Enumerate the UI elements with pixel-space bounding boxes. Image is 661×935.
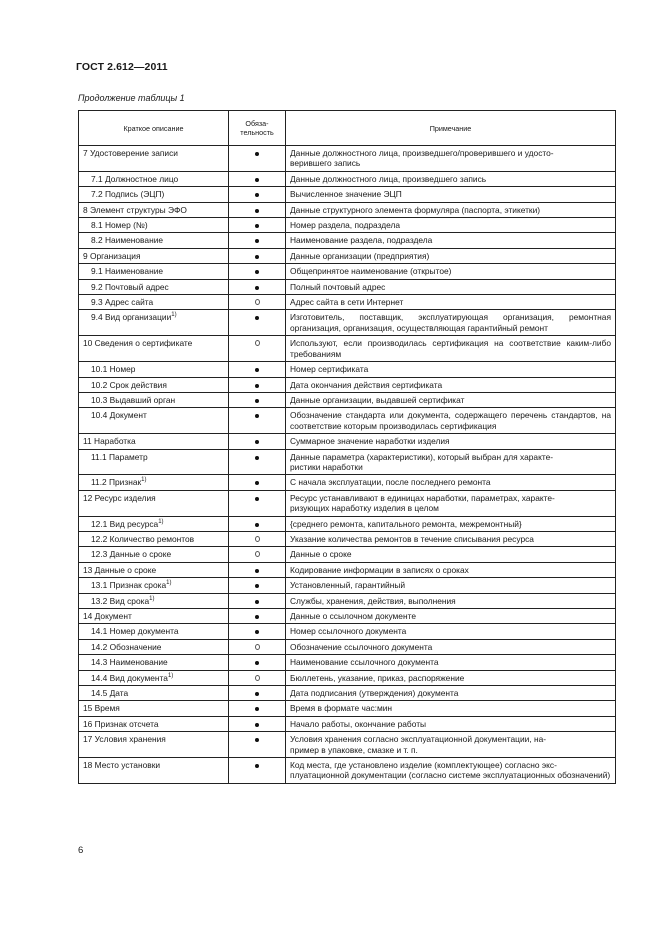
filled-dot-icon [255, 692, 259, 696]
table-row [79, 624, 616, 639]
row-note: Данные должностного лица, произведшего запись [286, 171, 616, 186]
filled-dot-icon [255, 569, 259, 573]
row-description-text: 7.1 Должностное лицо [91, 173, 179, 184]
filled-dot-icon [255, 399, 259, 403]
row-note: Данные параметра (характеристики), который выбран для характе- ристики наработки [286, 449, 616, 475]
row-note: Обозначение стандарта или документа, содержащего перечень стандартов, на соответствие которым производилась сертификация [286, 408, 616, 434]
row-note: Дата окончания действия сертификата [286, 377, 616, 392]
footnote-marker: 1) [149, 595, 155, 602]
row-note: Вычисленное значение ЭЦП [286, 187, 616, 202]
row-description [79, 202, 229, 217]
row-note: Данные организации (предприятия) [286, 248, 616, 263]
row-description-text: 10.4 Документ [91, 410, 147, 421]
row-mandatory [229, 562, 286, 577]
row-mandatory [229, 593, 286, 608]
table-row [79, 264, 616, 279]
row-note: Изготовитель, поставщик, эксплуатирующая организация, ремонтная организация, организация, осуществляющая гарантийный ремонт [286, 310, 616, 336]
table-row [79, 202, 616, 217]
filled-dot-icon [255, 368, 259, 372]
row-note: Общепринятое наименование (открытое) [286, 264, 616, 279]
row-mandatory [229, 624, 286, 639]
table-row [79, 562, 616, 577]
row-mandatory [229, 248, 286, 263]
table-row [79, 310, 616, 336]
row-note: Данные о ссылочном документе [286, 609, 616, 624]
row-description [79, 475, 229, 490]
row-mandatory [229, 171, 286, 186]
row-note: Код места, где установлено изделие (комплектующее) согласно экс- плуатационной документации (согласно системе эксплуатационных обозначений) [286, 758, 616, 784]
row-note: Ресурс устанавливают в единицах наработки, параметрах, характе- ризующих наработку изделия в целом [286, 490, 616, 516]
row-description-text: 13 Данные о сроке [83, 564, 157, 575]
table-row [79, 336, 616, 362]
table-row [79, 609, 616, 624]
filled-dot-icon [255, 481, 259, 485]
table-row [79, 732, 616, 758]
row-description [79, 233, 229, 248]
filled-dot-icon [255, 239, 259, 243]
row-mandatory [229, 475, 286, 490]
filled-dot-icon [255, 707, 259, 711]
row-mandatory [229, 516, 286, 531]
row-description [79, 171, 229, 186]
row-description [79, 279, 229, 294]
filled-dot-icon [255, 584, 259, 588]
filled-dot-icon [255, 255, 259, 259]
row-mandatory [229, 408, 286, 434]
row-description [79, 639, 229, 654]
row-description-text: 14.4 Вид документа [91, 672, 168, 683]
row-description [79, 593, 229, 608]
table-row [79, 248, 616, 263]
table-row [79, 655, 616, 670]
row-description [79, 516, 229, 531]
row-description [79, 264, 229, 279]
row-description-text: 14.5 Дата [91, 688, 129, 699]
row-description-text: 8.1 Номер (№) [91, 220, 148, 231]
row-note: Полный почтовый адрес [286, 279, 616, 294]
row-mandatory [229, 609, 286, 624]
row-note: Наименование раздела, подраздела [286, 233, 616, 248]
row-mandatory [229, 434, 286, 449]
row-note: Начало работы, окончание работы [286, 716, 616, 731]
row-description-text: 14.2 Обозначение [91, 641, 162, 652]
table-row [79, 531, 616, 546]
table-row [79, 279, 616, 294]
row-description-text: 14.3 Наименование [91, 657, 168, 668]
row-mandatory [229, 146, 286, 172]
open-circle-icon [255, 340, 260, 346]
row-description-text: 10.3 Выдавший орган [91, 394, 176, 405]
row-description-text: 11.2 Признак [91, 477, 142, 488]
row-note: Установленный, гарантийный [286, 578, 616, 593]
table-row [79, 171, 616, 186]
footnote-marker: 1) [166, 580, 172, 587]
row-mandatory [229, 218, 286, 233]
row-mandatory [229, 362, 286, 377]
row-description [79, 377, 229, 392]
row-note: Номер раздела, подраздела [286, 218, 616, 233]
row-description [79, 248, 229, 263]
open-circle-icon [255, 551, 260, 557]
row-description [79, 295, 229, 310]
row-description [79, 670, 229, 685]
row-note: Дата подписания (утверждения) документа [286, 686, 616, 701]
row-description-text: 9.1 Наименование [91, 266, 164, 277]
row-mandatory [229, 547, 286, 562]
footnote-marker: 1) [171, 312, 177, 319]
row-description-text: 9.2 Почтовый адрес [91, 281, 169, 292]
filled-dot-icon [255, 497, 259, 501]
row-description-text: 16 Признак отсчета [83, 718, 159, 729]
row-note: Номер ссылочного документа [286, 624, 616, 639]
filled-dot-icon [255, 224, 259, 228]
row-mandatory [229, 449, 286, 475]
column-header-description: Краткое описание [79, 111, 229, 146]
row-description-text: 8 Элемент структуры ЭФО [83, 204, 187, 215]
table-row [79, 408, 616, 434]
row-description-text: 9.3 Адрес сайта [91, 297, 154, 308]
row-description-text: 12.2 Количество ремонтов [91, 533, 195, 544]
row-description-text: 13.2 Вид срока [91, 595, 150, 606]
row-note: Бюллетень, указание, приказ, распоряжение [286, 670, 616, 685]
row-mandatory [229, 531, 286, 546]
filled-dot-icon [255, 384, 259, 388]
filled-dot-icon [255, 723, 259, 727]
row-mandatory [229, 264, 286, 279]
row-mandatory [229, 732, 286, 758]
filled-dot-icon [255, 440, 259, 444]
row-mandatory [229, 670, 286, 685]
row-description-text: 12.1 Вид ресурса [91, 518, 159, 529]
row-note: Наименование ссылочного документа [286, 655, 616, 670]
row-note: Суммарное значение наработки изделия [286, 434, 616, 449]
table-row [79, 758, 616, 784]
row-description-text: 15 Время [83, 703, 120, 714]
row-mandatory [229, 716, 286, 731]
row-note: Данные структурного элемента формуляра (паспорта, этикетки) [286, 202, 616, 217]
row-mandatory [229, 578, 286, 593]
table-row [79, 639, 616, 654]
filled-dot-icon [255, 152, 259, 156]
row-description-text: 17 Условия хранения [83, 734, 166, 745]
requirements-table [78, 110, 616, 784]
row-description [79, 187, 229, 202]
row-note: Указание количества ремонтов в течение списывания ресурса [286, 531, 616, 546]
table-row [79, 392, 616, 407]
row-mandatory [229, 279, 286, 294]
table-row [79, 593, 616, 608]
table-header-row [79, 111, 616, 146]
table-caption: Продолжение таблицы 1 [78, 93, 185, 103]
table-row [79, 490, 616, 516]
row-mandatory [229, 392, 286, 407]
row-note: Используют, если производилась сертификация на соответствие каким-либо требованиям [286, 336, 616, 362]
filled-dot-icon [255, 286, 259, 290]
row-description [79, 716, 229, 731]
row-description [79, 434, 229, 449]
row-note: Данные о сроке [286, 547, 616, 562]
row-note: Условия хранения согласно эксплуатационной документации, на- пример в упаковке, смазке и т. п. [286, 732, 616, 758]
row-mandatory [229, 490, 286, 516]
row-description [79, 732, 229, 758]
table-row [79, 578, 616, 593]
filled-dot-icon [255, 523, 259, 527]
table-row [79, 449, 616, 475]
row-description [79, 655, 229, 670]
row-note: С начала эксплуатации, после последнего ремонта [286, 475, 616, 490]
row-mandatory [229, 233, 286, 248]
page-number: 6 [78, 845, 84, 856]
table-row [79, 146, 616, 172]
open-circle-icon [255, 644, 260, 650]
row-note: Время в формате час:мин [286, 701, 616, 716]
row-description-text: 8.2 Наименование [91, 235, 164, 246]
row-description [79, 408, 229, 434]
row-description [79, 701, 229, 716]
row-description [79, 624, 229, 639]
table-row [79, 362, 616, 377]
row-description-text: 12 Ресурс изделия [83, 492, 156, 503]
row-mandatory [229, 295, 286, 310]
open-circle-icon [255, 536, 260, 542]
row-description-text: 11.1 Параметр [91, 451, 148, 462]
row-description-text: 9.4 Вид организации [91, 312, 172, 323]
row-mandatory [229, 686, 286, 701]
table-row [79, 516, 616, 531]
row-description [79, 490, 229, 516]
footnote-marker: 1) [141, 477, 147, 484]
table-row [79, 377, 616, 392]
filled-dot-icon [255, 615, 259, 619]
row-description-text: 10 Сведения о сертификате [83, 338, 193, 349]
row-mandatory [229, 758, 286, 784]
row-mandatory [229, 655, 286, 670]
table-row [79, 670, 616, 685]
open-circle-icon [255, 299, 260, 305]
row-description-text: 9 Организация [83, 250, 141, 261]
row-description [79, 547, 229, 562]
footnote-marker: 1) [167, 672, 174, 679]
filled-dot-icon [255, 630, 259, 634]
table-row [79, 686, 616, 701]
filled-dot-icon [255, 738, 259, 742]
footnote-marker: 1) [158, 518, 164, 525]
row-description-text: 7.2 Подпись (ЭЦП) [91, 189, 165, 200]
row-note: Службы, хранения, действия, выполнения [286, 593, 616, 608]
filled-dot-icon [255, 316, 259, 320]
row-description-text: 10.2 Срок действия [91, 379, 167, 390]
row-note: Обозначение ссылочного документа [286, 639, 616, 654]
row-description [79, 218, 229, 233]
table-body [79, 146, 616, 784]
open-circle-icon [255, 675, 260, 681]
row-description [79, 686, 229, 701]
row-description [79, 758, 229, 784]
row-description-text: 14.1 Номер документа [91, 626, 179, 637]
filled-dot-icon [255, 193, 259, 197]
row-description [79, 609, 229, 624]
table-row [79, 434, 616, 449]
table-row [79, 295, 616, 310]
row-note: Данные должностного лица, произведшего/проверившего и удосто- верившего запись [286, 146, 616, 172]
row-mandatory [229, 377, 286, 392]
row-description [79, 392, 229, 407]
row-description [79, 362, 229, 377]
table-row [79, 547, 616, 562]
row-description-text: 12.3 Данные о сроке [91, 549, 172, 560]
row-note: {среднего ремонта, капитального ремонта, межремонтный} [286, 516, 616, 531]
filled-dot-icon [255, 209, 259, 213]
filled-dot-icon [255, 414, 259, 418]
row-mandatory [229, 187, 286, 202]
column-header-note: Примечание [286, 111, 616, 146]
row-description [79, 146, 229, 172]
row-mandatory [229, 202, 286, 217]
row-description [79, 531, 229, 546]
row-mandatory [229, 310, 286, 336]
row-description-text: 13.1 Признак срока [91, 580, 167, 591]
row-description-text: 11 Наработка [83, 436, 136, 447]
row-mandatory [229, 336, 286, 362]
filled-dot-icon [255, 456, 259, 460]
row-description-text: 14 Документ [83, 611, 132, 621]
row-note: Кодирование информации в записях о сроках [286, 562, 616, 577]
filled-dot-icon [255, 764, 259, 768]
filled-dot-icon [255, 661, 259, 665]
row-description [79, 310, 229, 336]
document-header: ГОСТ 2.612—2011 [76, 61, 168, 73]
table-row [79, 233, 616, 248]
row-description-text: 10.1 Номер [91, 364, 136, 375]
column-header-mandatory: Обяза- тельность [229, 111, 286, 146]
table-row [79, 218, 616, 233]
row-description [79, 336, 229, 362]
row-note: Адрес сайта в сети Интернет [286, 295, 616, 310]
row-note: Номер сертификата [286, 362, 616, 377]
table-row [79, 716, 616, 731]
row-description [79, 449, 229, 475]
row-mandatory [229, 701, 286, 716]
row-description [79, 562, 229, 577]
row-description-text: 7 Удостоверение записи [83, 148, 178, 158]
table-row [79, 187, 616, 202]
row-description [79, 578, 229, 593]
row-description-text: 18 Место установки [83, 760, 161, 771]
table-row [79, 475, 616, 490]
filled-dot-icon [255, 600, 259, 604]
filled-dot-icon [255, 270, 259, 274]
filled-dot-icon [255, 178, 259, 182]
row-note: Данные организации, выдавшей сертификат [286, 392, 616, 407]
row-mandatory [229, 639, 286, 654]
table-row [79, 701, 616, 716]
